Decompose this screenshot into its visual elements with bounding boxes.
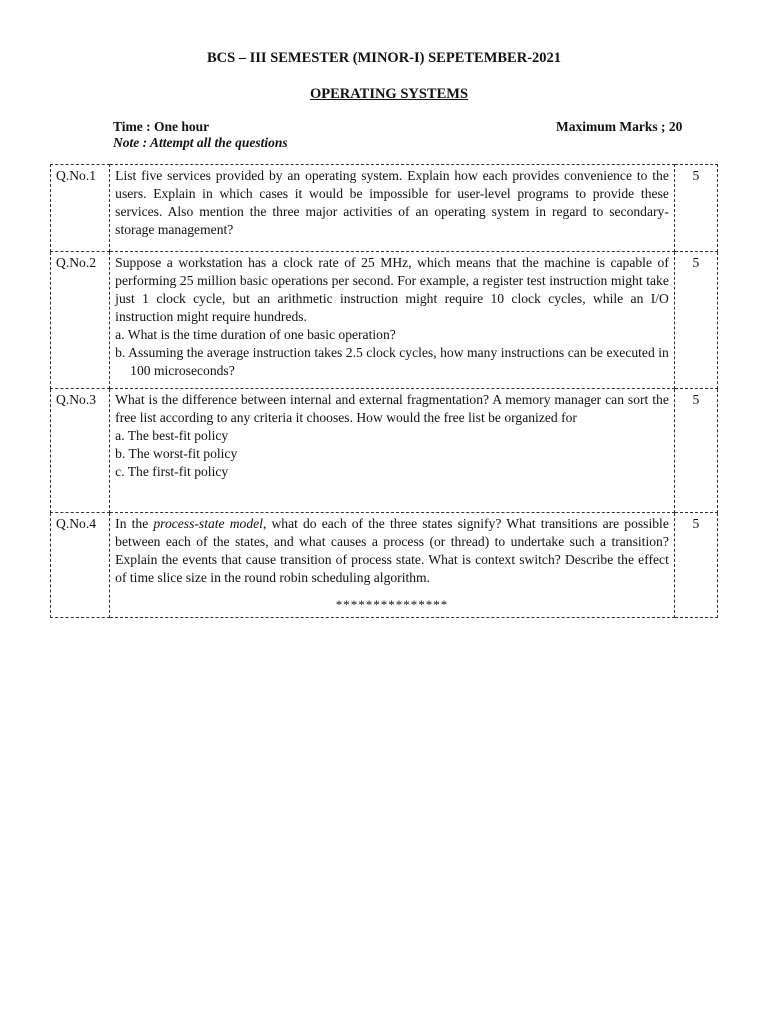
question-row bbox=[51, 252, 718, 389]
question-row bbox=[51, 389, 718, 513]
question-body: What is the difference between internal and external fragmentation? A memory manager can sort the free list according to any criteria it chooses. How would the free list be organized for bbox=[115, 392, 669, 425]
question-text bbox=[110, 165, 675, 252]
question-part: a. What is the time duration of one basic operation? bbox=[115, 327, 396, 342]
end-marker: *************** bbox=[335, 597, 449, 612]
question-row bbox=[51, 165, 718, 252]
subject-title: OPERATING SYSTEMS bbox=[309, 86, 469, 102]
question-term: process-state model bbox=[153, 516, 263, 531]
question-text bbox=[110, 513, 675, 618]
question-marks: 5 bbox=[674, 513, 717, 618]
question-number: Q.No.2 bbox=[51, 252, 110, 389]
question-number: Q.No.4 bbox=[51, 513, 110, 618]
question-row bbox=[51, 513, 718, 618]
question-number: Q.No.3 bbox=[51, 389, 110, 513]
question-body-end: , what do each of the three states signify? What transitions are possible between each of the states, and what causes a process (or thread) to undertake such a transition? Explain the events that cause transition of process state. What is context switch? Describe the effect of time slice size in the round robin scheduling algorithm. bbox=[115, 516, 669, 585]
question-marks: 5 bbox=[674, 165, 717, 252]
question-part: c. The first-fit policy bbox=[115, 464, 229, 479]
question-part: a. The best-fit policy bbox=[115, 428, 229, 443]
question-number: Q.No.1 bbox=[51, 165, 110, 252]
exam-title: BCS – III SEMESTER (MINOR-I) SEPETEMBER-2021 bbox=[206, 50, 562, 66]
question-body: List five services provided by an operating system. Explain how each provides convenience to the users. Explain in which cases it would be impossible for user-level programs to provide these services. Also mention the three major activities of an operating system in regard to secondary-storage management? bbox=[115, 168, 669, 237]
question-body: Suppose a workstation has a clock rate of 25 MHz, which means that the machine is capable of performing 25 million basic operations per second. For example, a register test instruction might take just 1 clock cycle, but an arithmetic instruction might require 10 clock cycles, while an I/O instruction might require hundreds. bbox=[115, 255, 669, 324]
question-body-start: In the bbox=[115, 516, 154, 531]
questions-table bbox=[50, 164, 718, 618]
question-part: b. Assuming the average instruction takes 2.5 clock cycles, how many instructions can be executed in 100 microseconds? bbox=[115, 345, 669, 378]
exam-note: Note : Attempt all the questions bbox=[113, 135, 288, 150]
question-part: b. The worst-fit policy bbox=[115, 446, 238, 461]
question-text bbox=[110, 389, 675, 513]
question-marks: 5 bbox=[674, 252, 717, 389]
question-text bbox=[110, 252, 675, 389]
maximum-marks: Maximum Marks ; 20 bbox=[556, 119, 683, 134]
question-marks: 5 bbox=[674, 389, 717, 513]
exam-time: Time : One hour bbox=[113, 119, 210, 134]
